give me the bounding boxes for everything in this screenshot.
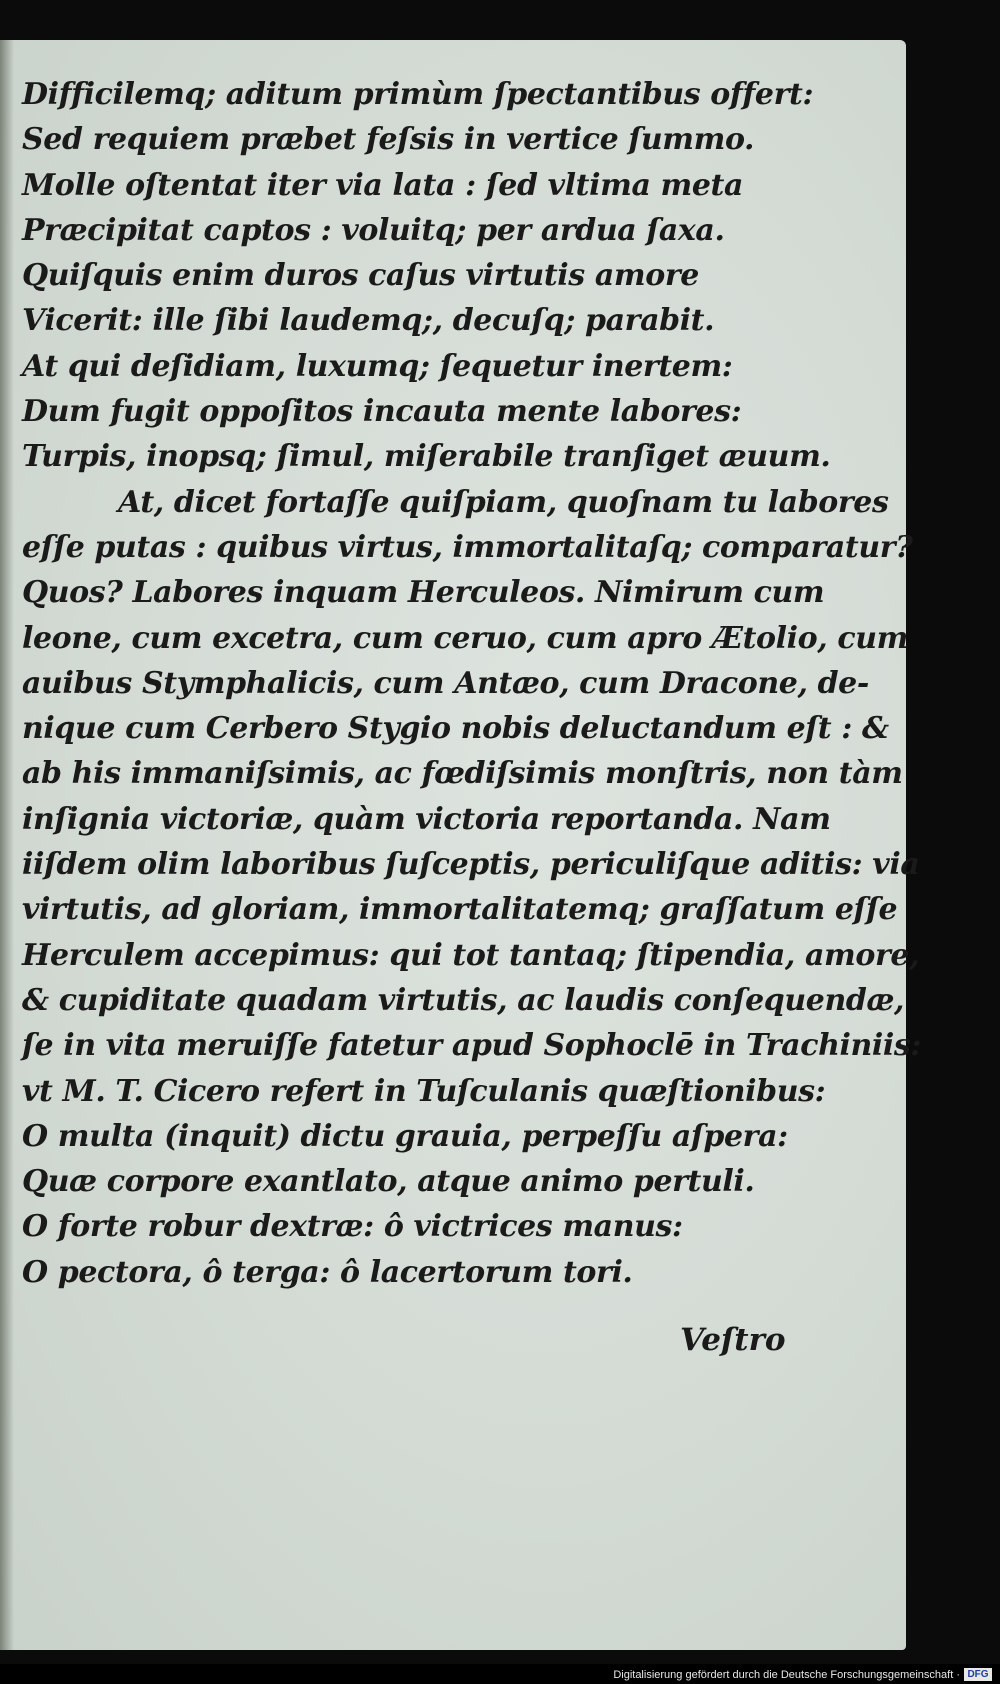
text-line: ſe in vita meruiſſe fatetur apud Sophoclē in Trachiniis: <box>22 1028 922 1064</box>
text-line: At, dicet fortaſſe quiſpiam, quoſnam tu labores <box>118 484 889 520</box>
text-line: Quos? Labores inquam Herculeos. Nimirum cum <box>22 575 825 611</box>
text-line: Molle oſtentat iter via lata : ſed vltima meta <box>22 167 744 203</box>
text-line: Quæ corpore exantlato, atque animo pertuli. <box>22 1164 755 1200</box>
text-line: O multa (inquit) dictu grauia, perpeſſu aſpera: <box>22 1118 788 1154</box>
text-line: Sed requiem præbet feſsis in vertice ſummo. <box>22 122 755 158</box>
text-line: auibus Stymphalicis, cum Antæo, cum Dracone, de- <box>22 665 869 701</box>
text-line: & cupiditate quadam virtutis, ac laudis conſequendæ, <box>22 982 905 1018</box>
text-line: vt M. T. Cicero refert in Tuſculanis quæſtionibus: <box>22 1073 826 1109</box>
text-line: Turpis, inopsq; ſimul, miſerabile tranſiget æuum. <box>22 439 831 475</box>
text-line: O pectora, ô terga: ô lacertorum tori. <box>22 1254 633 1290</box>
text-line: nique cum Cerbero Stygio nobis deluctandum eſt : & <box>22 711 889 747</box>
catchword: Veſtro <box>680 1322 786 1358</box>
text-line: leone, cum excetra, cum ceruo, cum apro Ætolio, cum <box>22 620 908 656</box>
text-line: O forte robur dextræ: ô victrices manus: <box>22 1209 683 1245</box>
text-line: eſſe putas : quibus virtus, immortalitaſq; comparatur? <box>22 529 913 565</box>
page-gutter-shadow <box>0 40 14 1650</box>
footer-bar <box>0 1664 1000 1684</box>
text-line: Difficilemq; aditum primùm ſpectantibus offert: <box>22 77 814 112</box>
text-line: At qui deſidiam, luxumq; ſequetur inertem: <box>22 348 733 384</box>
text-line: Herculem accepimus: qui tot tantaq; ſtipendia, amore, <box>22 937 920 973</box>
page-text <box>22 72 922 1295</box>
text-line: Præcipitat captos : voluitq; per ardua ſaxa. <box>22 212 725 248</box>
text-line: iiſdem olim laboribus ſuſceptis, periculiſque aditis: via <box>22 847 920 883</box>
text-line: Vicerit: ille ſibi laudemq;, decuſq; parabit. <box>22 303 715 339</box>
dfg-logo-icon: DFG <box>964 1668 992 1681</box>
text-line: ab his immaniſsimis, ac fœdiſsimis monſtris, non tàm <box>22 756 903 792</box>
funding-credit: Digitalisierung gefördert durch die Deutsche Forschungsgemeinschaft · <box>613 1669 960 1681</box>
text-line: Quiſquis enim duros caſus virtutis amore <box>22 258 699 294</box>
text-line: Dum fugit oppoſitos incauta mente labores: <box>22 394 742 430</box>
text-line: virtutis, ad gloriam, immortalitatemq; graſſatum eſſe <box>22 892 898 928</box>
text-line: inſignia victoriæ, quàm victoria reportanda. Nam <box>22 801 831 837</box>
